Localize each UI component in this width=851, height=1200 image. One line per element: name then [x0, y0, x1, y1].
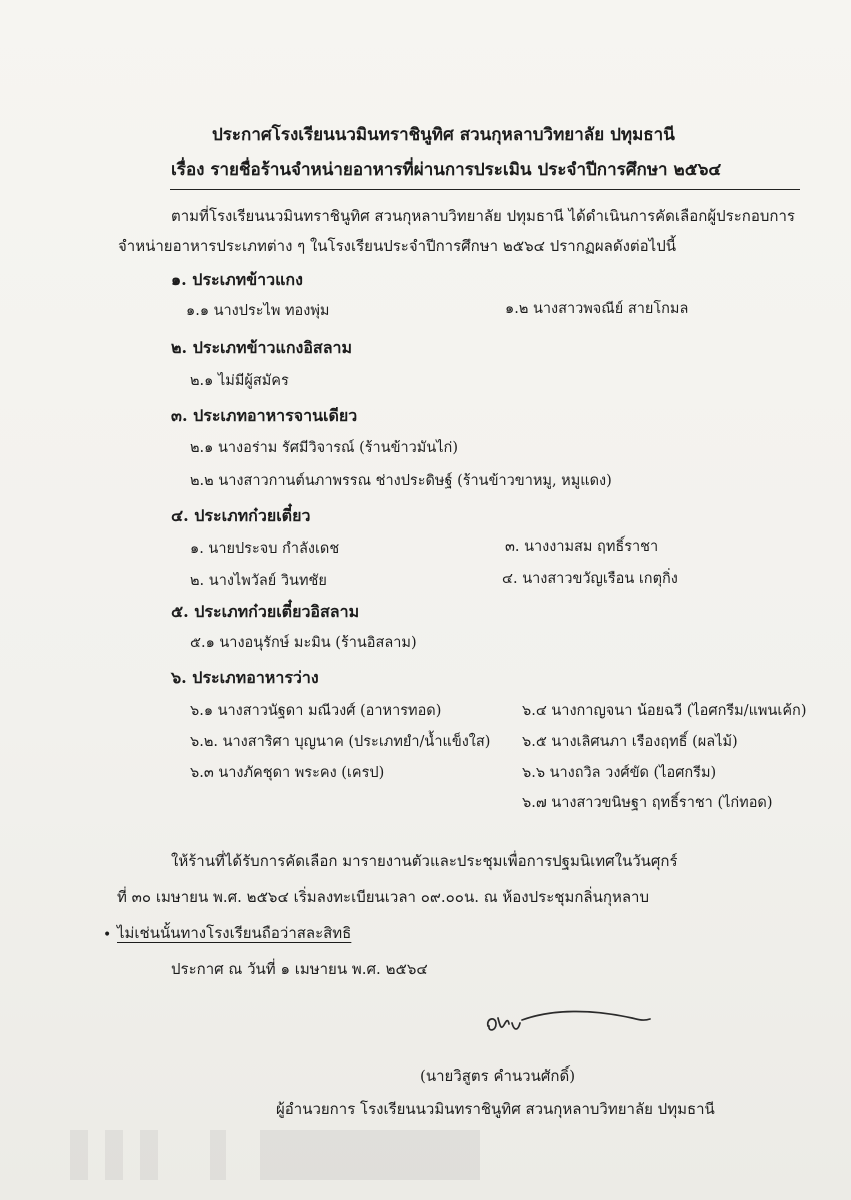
- document-title: ประกาศโรงเรียนนวมินทราชินูทิศ สวนกุหลาบวิทยาลัย ปทุมธานี: [212, 125, 675, 145]
- closing-line-1: ให้ร้านที่ได้รับการคัดเลือก มารายงานตัวและประชุมเพื่อการปฐมนิเทศในวันศุกร์: [171, 852, 678, 870]
- section-heading: ๕. ประเภทก๋วยเตี๋ยวอิสลาม: [171, 602, 360, 621]
- signature-mark: [482, 1004, 652, 1044]
- list-item: ๒.๑ นางอร่าม รัศมีวิจารณ์ (ร้านข้าวมันไก่): [190, 440, 458, 456]
- intro-line-2: จำหน่ายอาหารประเภทต่าง ๆ ในโรงเรียนประจำปีการศึกษา ๒๕๖๔ ปรากฏผลดังต่อไปนี้: [118, 237, 676, 255]
- list-item: ๖.๖ นางถวิล วงศ์ขัด (ไอศกรีม): [522, 765, 717, 781]
- section-heading: ๓. ประเภทอาหารจานเดียว: [171, 406, 358, 425]
- list-item: ๒.๒ นางสาวกานต์นภาพรรณ ช่างประดิษฐ์ (ร้านข้าวขาหมู, หมูแดง): [190, 473, 612, 489]
- page-bleed-through: [60, 1120, 490, 1190]
- header-divider: [170, 189, 800, 190]
- list-item: ๑.๑ นางประไพ ทองพุ่ม: [186, 303, 330, 319]
- list-item: ๒.๑ ไม่มีผู้สมัคร: [190, 373, 289, 389]
- list-item: ๑.๒ นางสาวพจณีย์ สายโกมล: [505, 301, 689, 317]
- section-heading: ๖. ประเภทอาหารว่าง: [171, 668, 319, 687]
- list-item: ๒. นางไพวัลย์ วินทชัย: [190, 573, 327, 589]
- bullet-mark: •: [103, 927, 112, 943]
- list-item: ๖.๒. นางสาริศา บุญนาค (ประเภทยำ/น้ำแข็งใส): [190, 734, 491, 750]
- section-heading: ๑. ประเภทข้าวแกง: [171, 270, 303, 289]
- list-item: ๖.๕ นางเลิศนภา เรืองฤทธิ์ (ผลไม้): [522, 734, 738, 750]
- list-item: ๖.๑ นางสาวนัฐดา มณีวงศ์ (อาหารทอด): [190, 703, 442, 719]
- list-item: ๔. นางสาวขวัญเรือน เกตุกิ่ง: [502, 571, 678, 587]
- announce-date: ประกาศ ณ วันที่ ๑ เมษายน พ.ศ. ๒๕๖๔: [171, 960, 428, 978]
- signatory-position: ผู้อำนวยการ โรงเรียนนวมินทราชินูทิศ สวนกุหลาบวิทยาลัย ปทุมธานี: [276, 1100, 715, 1118]
- document-subject: เรื่อง รายชื่อร้านจำหน่ายอาหารที่ผ่านการประเมิน ประจำปีการศึกษา ๒๕๖๔: [171, 160, 722, 180]
- list-item: ๖.๔ นางกาญจนา น้อยฉวี (ไอศกรีม/แพนเค้ก): [522, 703, 807, 719]
- section-heading: ๒. ประเภทข้าวแกงอิสลาม: [171, 338, 353, 357]
- closing-line-2: ที่ ๓๐ เมษายน พ.ศ. ๒๕๖๔ เริ่มลงทะเบียนเวลา ๐๙.๐๐น. ณ ห้องประชุมกลิ่นกุหลาบ: [117, 888, 649, 906]
- list-item: ๑. นายประจบ กำลังเดช: [190, 541, 340, 557]
- list-item: ๕.๑ นางอนุรักษ์ มะมิน (ร้านอิสลาม): [190, 635, 417, 651]
- section-heading: ๔. ประเภทก๋วยเตี๋ยว: [171, 506, 311, 525]
- list-item: ๖.๓ นางภัคชุดา พระคง (เครป): [190, 765, 385, 781]
- signatory-name: (นายวิสูตร คำนวนศักดิ์): [420, 1067, 576, 1085]
- list-item: ๖.๗ นางสาวขนิษฐา ฤทธิ์ราชา (ไก่ทอด): [522, 795, 773, 811]
- list-item: ๓. นางงามสม ฤทธิ์ราชา: [505, 539, 659, 555]
- closing-line-3: ไม่เช่นนั้นทางโรงเรียนถือว่าสละสิทธิ: [117, 924, 352, 942]
- intro-line-1: ตามที่โรงเรียนนวมินทราชินูทิศ สวนกุหลาบวิทยาลัย ปทุมธานี ได้ดำเนินการคัดเลือกผู้ประกอบการ: [171, 207, 795, 225]
